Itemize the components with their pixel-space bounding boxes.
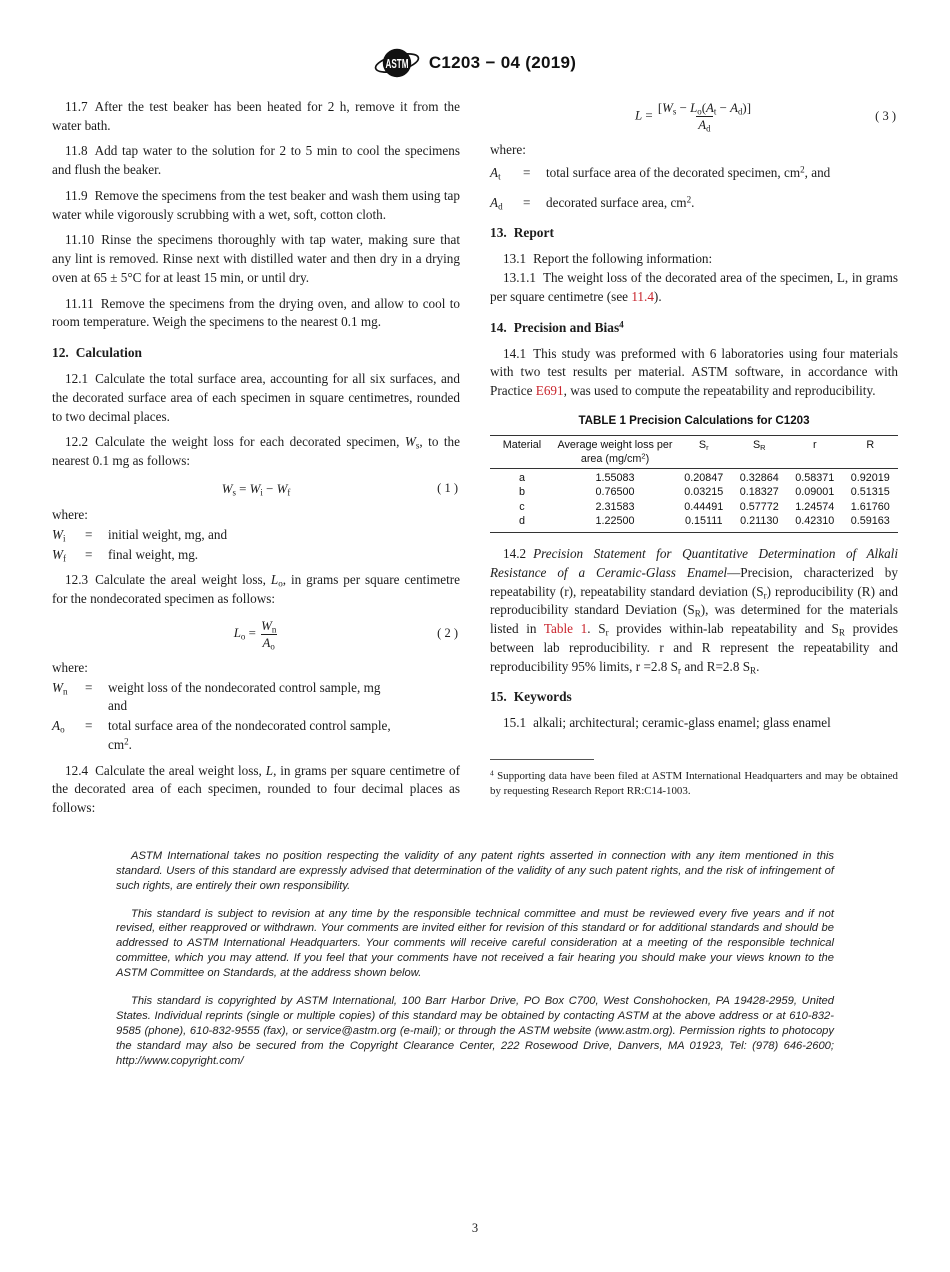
equals-sign: = [85, 546, 93, 562]
boilerplate-footer [116, 849, 834, 1069]
column-header-average-weight-loss: Average weight loss per area $(mg/cm^2)$ [557, 439, 673, 465]
equals-sign: = [85, 679, 93, 695]
paragraph-12-4: 12.4 Calculate the areal weight loss, L, in grams per square centimetre of the decorated area of each specimen, rounded to four decimal places as follows: [52, 762, 461, 816]
equals-sign: = [85, 718, 93, 734]
table-cell: 0.42310 [795, 515, 835, 528]
table-header-row [490, 435, 898, 469]
paragraph-12-2: 12.2 Calculate the weight loss for each decorated specimen, Ws, to the nearest 0.1 mg as follows: [52, 434, 460, 469]
definition-desc: weight loss of the nondecorated control sample, mg and [108, 679, 381, 714]
revision-notice-paragraph: This standard is subject to revision at any time by the responsible technical committee and must be reviewed every five years and if not revised, either reapproved or withdrawn. Your comments are invited either for revision of this standard or for additional standards and should be addressed to ASTM International Headquarters. Your comments will receive careful consideration at a meeting of the responsible technical committee, which you may attend. If you feel that your comments have not received a fair hearing you should make your views known to the ASTM Committee on Standards, at the address shown below. [116, 907, 834, 980]
paragraph-15-1: 15.1 alkali; architectural; ceramic-glass enamel; glass enamel [503, 715, 831, 731]
table-body [490, 469, 898, 533]
definition-term: At [490, 164, 501, 182]
definition-list-3 [490, 164, 898, 212]
equation-1-number: ( 1 ) [437, 481, 458, 496]
where-label-3: where: [490, 142, 526, 158]
equation-1 [52, 480, 460, 498]
cross-reference-link[interactable]: Table 1 [543, 621, 588, 637]
paragraph-12-1: 12.1 Calculate the total surface area, accounting for all six surfaces, and the decorated surface area of each specimen in square centimetres, rounded to two decimal places. [52, 371, 460, 424]
equation-2-fraction: $\frac{Wn}{Ao}$ [261, 618, 277, 652]
table-cell: 0.15111 [685, 515, 723, 528]
definition-desc: final weight, mg. [108, 546, 199, 562]
right-column [490, 98, 898, 800]
equation-1-body: Ws = Wi − Wf [221, 481, 291, 498]
table-cell: 1.24574 [795, 500, 835, 513]
column-header-R: R [866, 439, 875, 452]
table-cell: 1.22500 [595, 515, 635, 528]
astm-logo-icon [374, 44, 420, 82]
paragraph-11-8: 11.8 Add tap water to the solution for 2 to 5 min to cool the specimens and flush the beaker. [52, 143, 460, 178]
cross-reference-link[interactable]: E691 [535, 383, 564, 399]
definition-term: Ad [490, 194, 503, 212]
table-cell: 0.21130 [740, 515, 779, 528]
table-cell: 1.61760 [850, 500, 890, 513]
table-cell: 0.20847 [684, 471, 724, 484]
equals-sign: = [85, 526, 93, 542]
column-header-r: r [812, 439, 817, 452]
patent-disclaimer-paragraph: ASTM International takes no position respecting the validity of any patent rights asserted in connection with any item mentioned in this standard. Users of this standard are expressly advised that determination of the validity of any such patent rights, and the risk of infringement of such rights, are entirely their own responsibility. [116, 849, 834, 892]
where-label-2: where: [52, 660, 88, 676]
page-number: 3 [471, 1221, 479, 1235]
section-heading-13-report: 13. Report [490, 225, 554, 241]
definition-term: Wi [52, 526, 66, 544]
table-1-precision-calculations [490, 413, 898, 533]
definition-term: Ao [52, 718, 65, 735]
table-cell: 2.31583 [595, 500, 635, 513]
column-header-sr: Sr [698, 439, 709, 453]
equation-2-number: ( 2 ) [437, 626, 458, 641]
paragraph-14-1: 14.1 This study was preformed with 6 laboratories using four materials with two test results per material. ASTM software, in accordance with Practice E691, was used to compute the repeatability and reproducibility. [490, 345, 898, 399]
table-cell: c [519, 500, 525, 513]
table-cell: 0.58371 [795, 471, 835, 484]
definition-desc: total surface area of the nondecorated control sample, $cm^2$. [108, 718, 391, 752]
left-column [52, 98, 460, 825]
paragraph-12-3: 12.3 Calculate the areal weight loss, Lo, in grams per square centimetre for the nondecorated specimen as follows: [52, 572, 461, 607]
table-cell: 0.59163 [850, 515, 890, 528]
column-header-sR: SR [752, 439, 766, 453]
where-label-1: where: [52, 507, 88, 523]
table-title: TABLE 1 Precision Calculations for C1203 [578, 413, 810, 427]
table-cell: 0.18327 [739, 486, 779, 499]
table-cell: 0.92019 [850, 471, 890, 484]
document-header [52, 44, 898, 82]
paragraph-11-10: 11.10 Rinse the specimens thoroughly with tap water, making sure that any lint is removed. Rinse next with distilled water and then dry in a drying oven at 65 ± 5°C for at least 15 min, or until dry. [52, 232, 460, 285]
table-cell: 0.03215 [684, 486, 724, 499]
definition-desc: total surface area of the decorated specimen, $cm^2$, and [546, 164, 831, 180]
table-cell: b [518, 486, 525, 499]
footnote-4: $^4$ Supporting data have been filed at ASTM International Headquarters and may be obtained by requesting Research Report RR:C14-1003. [490, 768, 898, 798]
table-cell: 0.51315 [850, 486, 890, 499]
table-cell: d [518, 515, 525, 528]
cross-reference-link[interactable]: 11.4 [631, 288, 654, 304]
equals-sign: = [523, 194, 531, 210]
paragraph-11-11: 11.11 Remove the specimens from the drying oven, and allow to cool to room temperature. Weigh the specimens to the nearest 0.1 mg. [52, 295, 460, 330]
table-row [490, 486, 898, 500]
svg-text:ASTM: ASTM [385, 57, 409, 71]
section-heading-12-calculation: 12. Calculation [52, 345, 142, 361]
table-cell: 0.32864 [739, 471, 779, 484]
equation-3-lhs: L = [634, 108, 656, 123]
footnote-divider [490, 759, 594, 760]
table-row [490, 500, 898, 514]
equation-3 [490, 100, 898, 133]
table-cell: 0.76500 [595, 486, 635, 499]
copyright-paragraph: This standard is copyrighted by ASTM International, 100 Barr Harbor Drive, PO Box C700, West Conshohocken, PA 19428-2959, United States. Individual reprints (single or multiple copies) of this standard may be obtained by contacting ASTM at the above address or at 610-832-9585 (phone), 610-832-9555 (fax), or service@astm.org (e-mail); or through the ASTM website (www.astm.org). Permission rights to photocopy the standard may also be secured from the Copyright Clearance Center, 222 Rosewood Drive, Danvers, MA 01923, Tel: (978) 646-2600; http://www.copyright.com/ [116, 995, 834, 1067]
table-cell: 0.44491 [684, 500, 724, 513]
paragraph-13-1-1: 13.1.1 The weight loss of the decorated area of the specimen, L, in grams per square centimetre (see 11.4). [490, 270, 898, 304]
table-cell: 1.55083 [595, 471, 635, 484]
definition-desc: decorated surface area, $cm^2$. [546, 194, 695, 210]
document-body [52, 98, 898, 825]
equation-2-lhs: Lo = [233, 626, 260, 642]
definition-list-2 [52, 679, 460, 755]
table-cell: 0.57772 [739, 500, 779, 513]
paragraph-11-9: 11.9 Remove the specimens from the test beaker and wash them using tap water while vigorously scrubbing with a wet, soft, cotton cloth. [52, 187, 460, 222]
definition-desc: initial weight, mg, and [108, 526, 228, 542]
definition-term: Wf [52, 546, 67, 564]
standard-designation-title: C1203 − 04 (2019) [428, 53, 577, 72]
equals-sign: = [523, 164, 531, 180]
paragraph-13-1: 13.1 Report the following information: [503, 251, 713, 267]
section-heading-14-precision-and-bias: 14. Precision and Bias$^4$ [490, 319, 624, 335]
table-row [490, 515, 898, 529]
section-heading-15-keywords: 15. Keywords [490, 689, 572, 705]
equation-3-fraction: $\frac{[Ws - Lo(At - Ad)]}{Ad}$ [657, 101, 752, 134]
equation-2 [52, 618, 460, 651]
equation-3-number: ( 3 ) [875, 108, 896, 123]
definition-list-1 [52, 526, 460, 564]
paragraph-11-7: 11.7 After the test beaker has been heated for 2 h, remove it from the water bath. [52, 99, 460, 133]
table-row [490, 471, 898, 485]
definition-term: Wn [52, 679, 68, 697]
table-cell: 0.09001 [795, 486, 835, 499]
column-header-material: Material [502, 439, 542, 452]
table-cell: a [518, 471, 525, 484]
paragraph-14-2: 14.2 Precision Statement for Quantitative Determination of Alkali Resistance of a Ceramic-Glass Enamel—Precision, characterized by repeatability (r), repeatability standard deviation (Sr) reproducibility (R) and reproducibility standard Deviation (SR), was determined for the materials listed in Table 1. Sr provides within-lab repeatability and SR provides between lab reproducibility. r and R represent the repeatability and reproducibility 95% limits, r =2.8 Sr and R=2.8 SR. [490, 546, 898, 676]
